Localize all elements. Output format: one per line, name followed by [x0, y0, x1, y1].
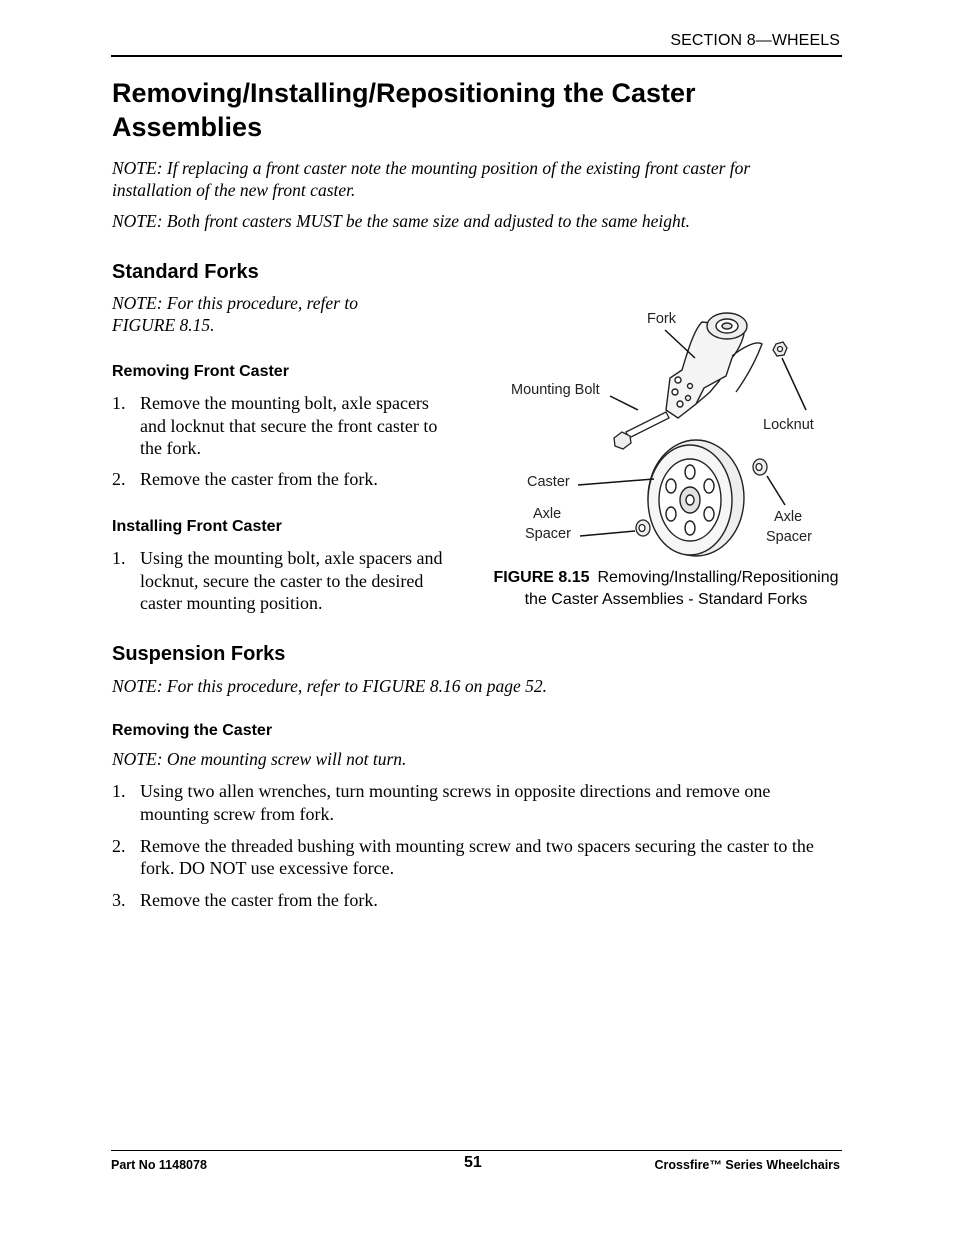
- list-item: [112, 468, 457, 491]
- figure-caption-text: Removing/Installing/Repositioning the Caster Assemblies - Standard Forks: [524, 569, 839, 608]
- figure-number: FIGURE 8.15: [493, 569, 590, 586]
- caster-label: Caster: [527, 474, 570, 490]
- standard-forks-heading: Standard Forks: [112, 261, 259, 283]
- footer-rule: [111, 1150, 842, 1151]
- list-item: [112, 889, 837, 912]
- axle-spacer-left-label-line2: Spacer: [525, 526, 571, 542]
- axle-spacer-left-label-line1: Axle: [533, 506, 562, 522]
- step-number: 1.: [112, 781, 126, 801]
- installing-front-caster-steps: [112, 547, 457, 623]
- axle-spacer-right-illustration: [753, 459, 767, 475]
- suspension-forks-note: NOTE: For this procedure, refer to FIGURE 8.16 on page 52.: [112, 676, 548, 696]
- footer-part-number: Part No 1148078: [111, 1158, 207, 1172]
- axle-spacer-right-label-line2: Spacer: [766, 529, 812, 545]
- axle-spacer-left-illustration: [636, 520, 650, 536]
- figure-caption: [488, 567, 844, 611]
- removing-caster-note: NOTE: One mounting screw will not turn.: [112, 749, 407, 769]
- step-number: 1.: [112, 548, 126, 568]
- locknut-label: Locknut: [763, 417, 814, 433]
- step-text: Remove the caster from the fork.: [140, 890, 378, 910]
- installing-front-caster-heading: Installing Front Caster: [112, 518, 282, 535]
- note-front-caster: NOTE: If replacing a front caster note the mounting position of the existing front caster for installation of the new front caster.: [112, 158, 751, 200]
- fork-illustration: [666, 313, 762, 418]
- page-title: Removing/Installing/Repositioning the Caster Assemblies: [112, 78, 696, 142]
- step-text: Remove the mounting bolt, axle spacers and locknut that secure the front caster to the fork.: [140, 393, 438, 458]
- removing-front-caster-steps: [112, 392, 457, 498]
- list-item: [112, 547, 457, 615]
- removing-caster-heading: Removing the Caster: [112, 722, 273, 739]
- step-number: 1.: [112, 393, 126, 413]
- mounting-bolt-label: Mounting Bolt: [511, 382, 600, 398]
- step-text: Using two allen wrenches, turn mounting screws in opposite directions and remove one mounting screw from fork.: [140, 781, 771, 824]
- suspension-forks-heading: Suspension Forks: [112, 643, 286, 665]
- fork-label: Fork: [647, 311, 676, 327]
- header-rule: [111, 55, 842, 57]
- caster-wheel-illustration: [648, 440, 744, 556]
- locknut-illustration: [773, 342, 787, 356]
- list-item: [112, 780, 837, 825]
- list-item: [112, 392, 457, 460]
- step-number: 2.: [112, 468, 126, 489]
- page-number: 51: [464, 1154, 482, 1171]
- note-same-size: NOTE: Both front casters MUST be the same size and adjusted to the same height.: [112, 211, 690, 231]
- section-header: SECTION 8—WHEELS: [670, 32, 840, 49]
- step-number: 3.: [112, 890, 126, 910]
- step-number: 2.: [112, 835, 126, 856]
- list-item: [112, 835, 837, 880]
- step-text: Remove the caster from the fork.: [140, 468, 378, 489]
- caster-assembly-figure: [490, 300, 850, 570]
- standard-forks-note: NOTE: For this procedure, refer to FIGURE 8.15.: [112, 293, 358, 335]
- mounting-bolt-illustration: [614, 412, 669, 449]
- step-text: Remove the threaded bushing with mounting screw and two spacers securing the caster to the fork. DO NOT use excessive force.: [140, 835, 814, 878]
- removing-caster-steps: [112, 780, 837, 921]
- footer-product-name: Crossfire™ Series Wheelchairs: [654, 1158, 840, 1172]
- axle-spacer-right-label-line1: Axle: [774, 509, 803, 525]
- step-text: Using the mounting bolt, axle spacers and locknut, secure the caster to the desired caster mounting position.: [140, 548, 443, 613]
- removing-front-caster-heading: Removing Front Caster: [112, 363, 289, 380]
